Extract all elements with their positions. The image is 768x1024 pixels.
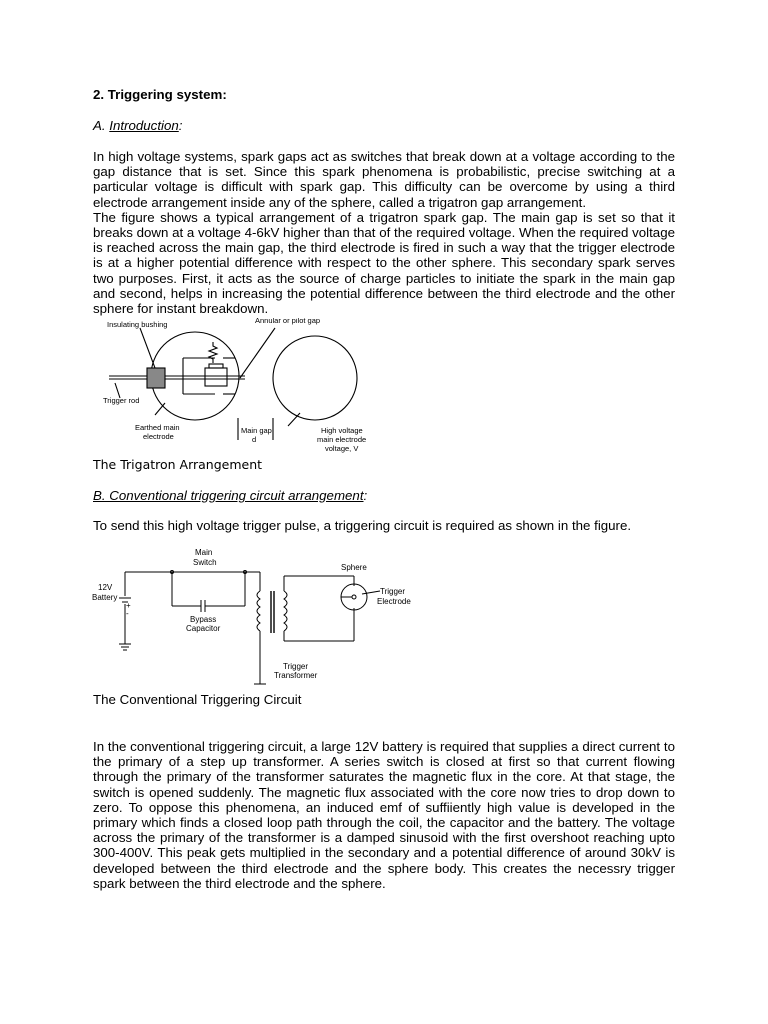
secondary-coil: [284, 591, 287, 631]
label-trigger-electrode-2: Electrode: [377, 597, 411, 606]
insulating-bushing: [147, 368, 165, 388]
label-trigger: Trigger: [283, 662, 309, 671]
label-hv-2: main electrode: [317, 435, 367, 444]
figure2-caption: The Conventional Triggering Circuit: [93, 692, 302, 707]
label-plus: +: [126, 601, 131, 610]
intro-colon: :: [178, 118, 183, 133]
section-title: 2. Triggering system:: [93, 87, 227, 102]
triggering-circuit-diagram: [90, 546, 420, 686]
label-bypass: Bypass: [190, 615, 217, 624]
conventional-title: B. Conventional triggering circuit arrangement: [93, 488, 364, 503]
label-battery: Battery: [92, 593, 118, 602]
intro-text: [93, 149, 675, 316]
label-earthed-1: Earthed main: [135, 423, 180, 432]
label-hv-3: voltage, V: [325, 444, 359, 453]
hv-sphere: [273, 336, 357, 420]
label-hv-1: High voltage: [321, 426, 363, 435]
intro-label: A.: [93, 118, 106, 133]
label-trigger-electrode-1: Trigger: [380, 587, 406, 596]
conventional-intro: To send this high voltage trigger pulse, a triggering circuit is required as shown in the figure.: [93, 518, 632, 533]
figure1-caption: The Trigatron Arrangement: [93, 457, 263, 472]
conventional-heading: [93, 488, 675, 503]
body-paragraph: In the conventional triggering circuit, a large 12V battery is required that supplies a direct current to the primary of a step up transformer. A series switch is closed at first so that current flowing through the primary of the transformer saturates the magnetic flux in the core. At that stage, the switch is opened suddenly. The magnetic flux associated with the core now tries to drop down to zero. To oppose this phenomena, an induced emf of suffiiently high value is developed in the primary which finds a closed loop path through the coil, the capacitor and the battery. The voltage across the primary of the transformer is a damped sinusoid with the first overshoot reaching upto 300-400V. This peak gets multiplied in the secondary and a potential difference of around 30kV is developed between the third electrode and the sphere body. This creates the necessry trigger spark between the third electrode and the sphere.: [93, 739, 675, 891]
label-trigger-rod: Trigger rod: [103, 396, 140, 405]
intro-heading: [93, 118, 675, 133]
conventional-colon: :: [363, 488, 368, 503]
label-annular-gap: Annular or pilot gap: [255, 318, 321, 325]
label-12v: 12V: [98, 583, 113, 592]
label-switch: Switch: [193, 558, 217, 567]
label-transformer: Transformer: [274, 671, 318, 680]
intro-paragraph-1: In high voltage systems, spark gaps act as switches that break down at a voltage according to the gap distance that is set. Since this spark phenomena is probabilistic, precise switching at a particular voltage is difficult with spark gap. This difficulty can be overcome by using a third electrode arrangement inside any of the sphere, called a trigatron gap arrangement.: [93, 149, 675, 210]
label-insulating-bushing: Insulating bushing: [107, 320, 168, 329]
trigatron-diagram: [95, 318, 385, 458]
label-main-gap: Main gap: [241, 426, 272, 435]
label-capacitor: Capacitor: [186, 624, 221, 633]
primary-coil: [257, 591, 260, 631]
intro-paragraph-2: The figure shows a typical arrangement of a trigatron spark gap. The main gap is set so that it breaks down at a voltage 4-6kV higher than that of the required voltage. When the required voltage is reached across the main gap, the third electrode is fired in such a way that the trigger electrode is at a higher potential difference with respect to the other sphere. This secondary spark serves two purposes. First, it acts as the source of charge particles to initiate the spark in the main gap and second, helps in increasing the potential difference between the third electrode and the other sphere for instant breakdown.: [93, 209, 675, 317]
label-minus: -: [126, 609, 129, 618]
label-gap-symbol: d: [252, 435, 257, 444]
intro-title: Introduction: [109, 118, 179, 133]
label-sphere: Sphere: [341, 563, 367, 572]
label-main: Main: [195, 548, 213, 557]
label-earthed-2: electrode: [143, 432, 174, 441]
